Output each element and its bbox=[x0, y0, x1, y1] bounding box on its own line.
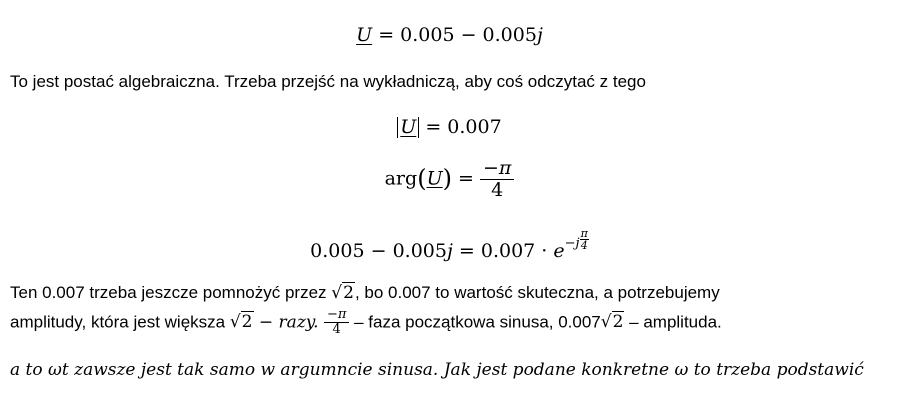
euler-e: e bbox=[553, 240, 565, 262]
para2-line2-a: amplitudy, która jest większa bbox=[10, 312, 230, 332]
var-u: U bbox=[356, 24, 373, 46]
paragraph-algebraic-form: To jest postać algebraiczna. Trzeba przejść na wykładniczą, aby coś odczytać z tego bbox=[10, 72, 646, 91]
exp-den: 4 bbox=[580, 239, 588, 252]
sqrt-arg: 2 bbox=[241, 312, 253, 333]
frac-den: 4 bbox=[491, 178, 504, 201]
exp-sign: −j bbox=[564, 236, 580, 251]
sqrt-symbol: √ bbox=[331, 283, 343, 303]
paragraph-amplitude-line1 bbox=[10, 283, 720, 303]
exp-fraction bbox=[580, 228, 589, 251]
fraction-minus-pi-over-4 bbox=[480, 158, 514, 201]
var-u: U bbox=[400, 116, 417, 138]
eq2-rhs: = 0.007 bbox=[425, 116, 502, 138]
paragraph-omega-note: a to ωt zawsze jest tak samo w argumncie sinusa. Jak jest podane konkretne ω to trzeba podstawić bbox=[10, 360, 864, 380]
sqrt-arg: 2 bbox=[343, 283, 354, 303]
modulus-bars bbox=[397, 117, 419, 138]
equation-u-algebraic bbox=[0, 24, 899, 46]
frac-num: −π bbox=[324, 308, 349, 323]
eq3-equals: = bbox=[458, 167, 474, 190]
para2-line1-a: Ten 0.007 trzeba jeszcze pomnożyć przez bbox=[10, 283, 332, 302]
sqrt-arg: 2 bbox=[612, 312, 624, 333]
sqrt-2 bbox=[331, 283, 355, 303]
fraction-minus-pi-over-4-inline bbox=[324, 308, 349, 338]
sqrt-symbol: √ bbox=[600, 312, 612, 333]
paren-open: ( bbox=[417, 164, 427, 193]
para2-razy: − razy. bbox=[253, 312, 324, 333]
equation-argument bbox=[0, 158, 899, 201]
equation-modulus bbox=[0, 116, 899, 138]
eq4-mid: = 0.007 · bbox=[452, 240, 554, 262]
eq4-j: j bbox=[446, 240, 453, 262]
paren-close: ) bbox=[442, 164, 452, 193]
equation-exponential-form bbox=[0, 228, 899, 262]
eq1-rhs: = 0.005 − 0.005 bbox=[378, 24, 537, 46]
para2-line2-b: – faza początkowa sinusa, 0.007 bbox=[349, 312, 601, 332]
arg-func: arg bbox=[384, 167, 418, 190]
para2-line1-b: , bo 0.007 to wartość skuteczna, a potrzebujemy bbox=[354, 283, 720, 302]
para2-line2-c: – amplituda. bbox=[624, 312, 722, 332]
frac-den: 4 bbox=[332, 322, 341, 338]
sqrt-2 bbox=[230, 312, 254, 332]
sqrt-2 bbox=[601, 312, 625, 332]
var-u: U bbox=[426, 167, 443, 190]
eq1-j: j bbox=[536, 24, 543, 46]
eq4-lhs: 0.005 − 0.005 bbox=[310, 240, 447, 262]
exp-num: π bbox=[580, 227, 588, 240]
frac-num: −π bbox=[480, 158, 514, 180]
paragraph-amplitude-line2 bbox=[10, 308, 722, 338]
sqrt-symbol: √ bbox=[229, 312, 241, 333]
